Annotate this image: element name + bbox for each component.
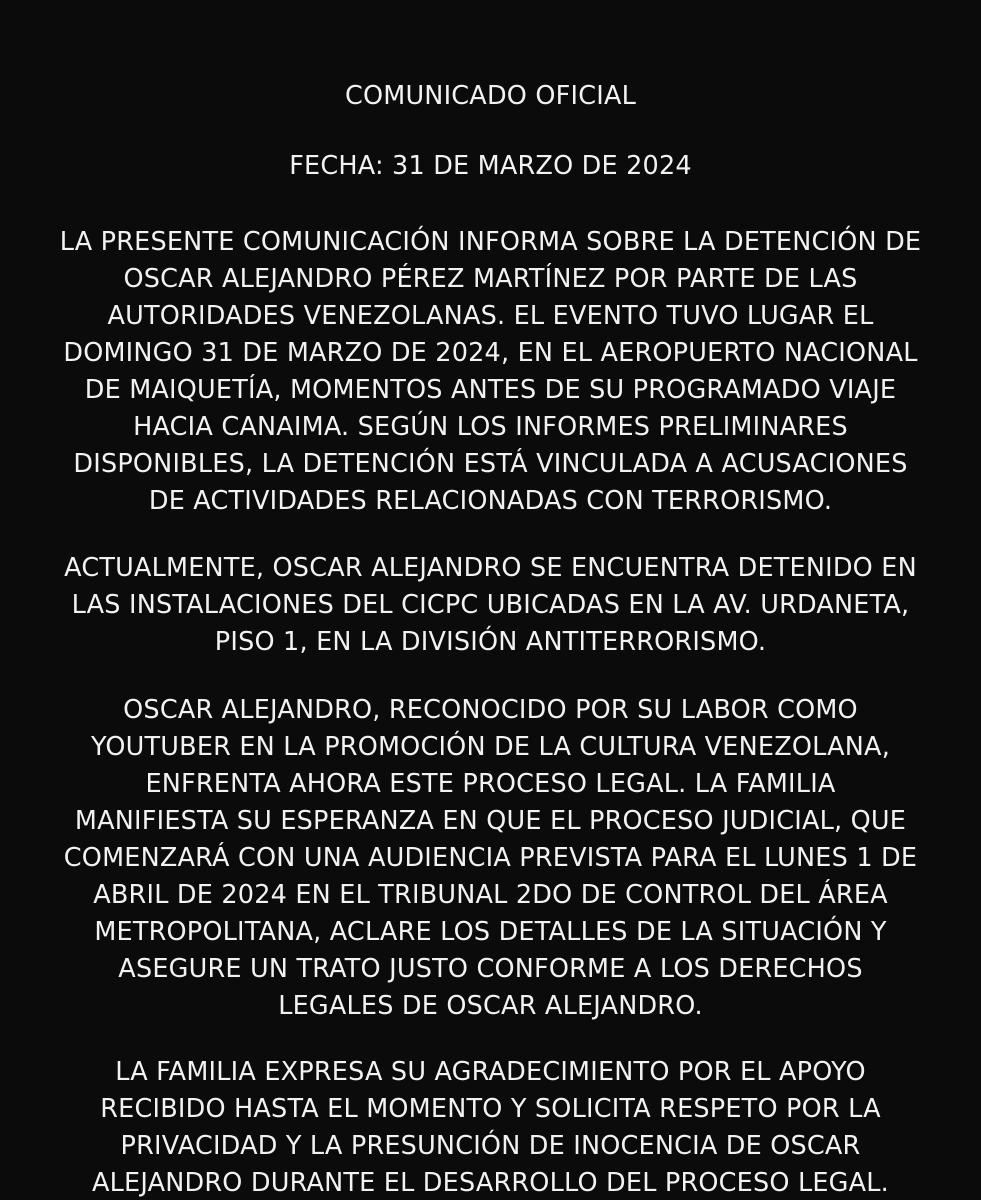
paragraph-line: ACTUALMENTE, OSCAR ALEJANDRO SE ENCUENTRA DETENIDO EN — [64, 553, 917, 583]
paragraph-line: OSCAR ALEJANDRO PÉREZ MARTÍNEZ POR PARTE DE LAS — [123, 264, 858, 294]
paragraph-line: LA PRESENTE COMUNICACIÓN INFORMA SOBRE LA DETENCIÓN DE — [59, 227, 922, 257]
paragraph-line: METROPOLITANA, ACLARE LOS DETALLES DE LA SITUACIÓN Y — [94, 917, 887, 947]
paragraph-line: MANIFIESTA SU ESPERANZA EN QUE EL PROCESO JUDICIAL, QUE — [74, 806, 907, 836]
paragraph-line: ASEGURE UN TRATO JUSTO CONFORME A LOS DERECHOS — [118, 954, 863, 984]
paragraph-line: DOMINGO 31 DE MARZO DE 2024, EN EL AEROPUERTO NACIONAL — [63, 338, 918, 368]
paragraph-line: HACIA CANAIMA. SEGÚN LOS INFORMES PRELIMINARES — [133, 412, 848, 442]
paragraph-line: ABRIL DE 2024 EN EL TRIBUNAL 2DO DE CONTROL DEL ÁREA — [93, 880, 888, 910]
paragraph-line: LAS INSTALACIONES DEL CICPC UBICADAS EN LA AV. URDANETA, — [71, 590, 910, 620]
paragraph-line: ENFRENTA AHORA ESTE PROCESO LEGAL. LA FAMILIA — [145, 769, 836, 799]
paragraph-line: PISO 1, EN LA DIVISIÓN ANTITERRORISMO. — [214, 627, 767, 657]
paragraph-line: OSCAR ALEJANDRO, RECONOCIDO POR SU LABOR COMO — [123, 695, 858, 725]
statement-title: COMUNICADO OFICIAL — [344, 81, 637, 111]
paragraph-line: DE ACTIVIDADES RELACIONADAS CON TERRORISMO. — [148, 486, 833, 516]
paragraph-line: RECIBIDO HASTA EL MOMENTO Y SOLICITA RESPETO POR LA — [100, 1094, 881, 1124]
paragraph-line: YOUTUBER EN LA PROMOCIÓN DE LA CULTURA VENEZOLANA, — [90, 732, 891, 762]
paragraph-line: DE MAIQUETÍA, MOMENTOS ANTES DE SU PROGRAMADO VIAJE — [84, 375, 897, 405]
paragraph-line: LA FAMILIA EXPRESA SU AGRADECIMIENTO POR EL APOYO — [115, 1057, 866, 1087]
paragraph-line: DISPONIBLES, LA DETENCIÓN ESTÁ VINCULADA A ACUSACIONES — [73, 449, 908, 479]
paragraph-line: LEGALES DE OSCAR ALEJANDRO. — [278, 991, 703, 1021]
paragraph-line: PRIVACIDAD Y LA PRESUNCIÓN DE INOCENCIA DE OSCAR — [120, 1131, 861, 1161]
paragraph-line: AUTORIDADES VENEZOLANAS. EL EVENTO TUVO LUGAR EL — [107, 301, 874, 331]
statement-date: FECHA: 31 DE MARZO DE 2024 — [289, 151, 692, 181]
paragraph-line: ALEJANDRO DURANTE EL DESARROLLO DEL PROCESO LEGAL. — [92, 1168, 889, 1198]
paragraph-line: COMENZARÁ CON UNA AUDIENCIA PREVISTA PARA EL LUNES 1 DE — [63, 843, 918, 873]
